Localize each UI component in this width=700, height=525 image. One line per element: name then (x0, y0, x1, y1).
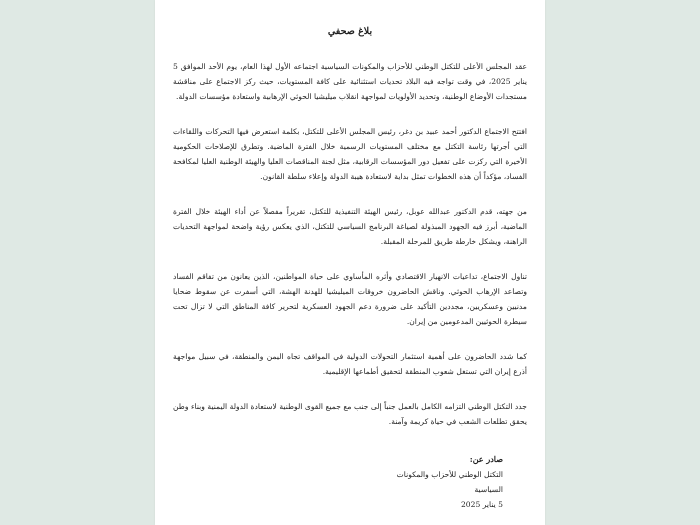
issuing-organization: التكتل الوطني للأحزاب والمكونات السياسية (396, 470, 503, 494)
paragraph-meeting-intro: عقد المجلس الأعلى للتكتل الوطني للأحزاب والمكونات السياسية اجتماعه الأول لهذا العام، يوم الأحد الموافق 5 يناير 2025، في وقت تواجه فيه البلاد تحديات استثنائية على كافة المستويات، حيث ركز الاجتماع على مناقشة مستجدات الأوضاع الوطنية، وتحديد الأولويات لمواجهة انقلاب ميليشيا الحوثي الإرهابية واستعادة مؤسسات الدولة. (173, 62, 527, 101)
document-content (173, 0, 527, 512)
paragraph-executive-report: من جهته، قدم الدكتور عبدالله عوبل، رئيس الهيئة التنفيذية للتكتل، تقريراً مفصلاً عن أداء الهيئة خلال الفترة الماضية، أبرز فيه الجهود المبذولة لصياغة البرنامج السياسي للتكتل، الذي يعكس رؤية واضحة لمواجهة التحديات الراهنة، ويشكل خارطة طريق للمرحلة المقبلة. (173, 207, 527, 246)
issue-date: 5 يناير 2025 (460, 500, 503, 509)
paragraph-opening-speech: افتتح الاجتماع الدكتور أحمد عبيد بن دغر، رئيس المجلس الأعلى للتكتل، بكلمة استعرض فيها التحركات واللقاءات التي أجرتها رئاسة التكتل مع مختلف المستويات الرسمية خلال الفترة الماضية. وتطرق للإصلاحات الحكومية الأخيرة التي ركزت على تفعيل دور المؤسسات الرقابية، مثل لجنة المناقصات العليا والهيئة الوطنية العليا لمكافحة الفساد، مؤكداً أن هذه الخطوات تمثل بداية لاستعادة هيبة الدولة وإعلاء سلطة القانون. (173, 127, 527, 181)
document-title: بلاغ صحفي (327, 26, 373, 37)
paragraph-international-shifts: كما شدد الحاضرون على أهمية استثمار التحولات الدولية في المواقف تجاه اليمن والمنطقة، في سبيل مواجهة أذرع إيران التي تستغل شعوب المنطقة لتحقيق أطماعها الإقليمية. (173, 352, 527, 376)
issued-by-label: صادر عن: (469, 454, 503, 464)
document-page (155, 0, 545, 525)
document-footer (393, 452, 503, 512)
paragraph-economic-situation: تناول الاجتماع، تداعيات الانهيار الاقتصادي وأثره المأساوي على حياة المواطنين، الذين يعانون من تفاقم الفساد وتصاعد الإرهاب الحوثي. وناقش الحاضرون خروقات الميليشيا للهدنة الهشة، التي أسفرت عن سقوط ضحايا مدنيين وعسكريين، مجددين التأكيد على ضرورة دعم الجهود العسكرية لتحرير كافة المناطق التي لا تزال تحت سيطرة الحوثيين المدعومين من إيران. (173, 272, 527, 326)
paragraph-commitment: جدد التكتل الوطني التزامه الكامل بالعمل جنباً إلى جنب مع جميع القوى الوطنية لاستعادة الدولة اليمنية وبناء وطن يحقق تطلعات الشعب في حياة كريمة وآمنة. (173, 402, 527, 426)
